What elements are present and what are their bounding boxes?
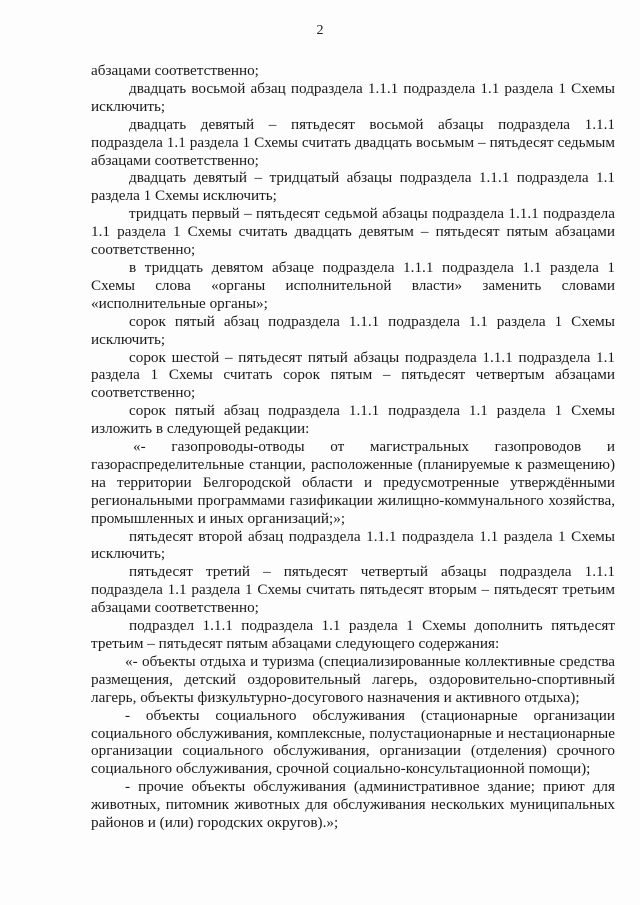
paragraph: двадцать восьмой абзац подраздела 1.1.1 подраздела 1.1 раздела 1 Схемы исключить; [91, 79, 615, 115]
paragraph: двадцать девятый – тридцатый абзацы подраздела 1.1.1 подраздела 1.1 раздела 1 Схемы исключить; [91, 169, 615, 205]
paragraph: пятьдесят третий – пятьдесят четвертый абзацы подраздела 1.1.1 подраздела 1.1 раздела 1 Схемы считать пятьдесят вторым – пятьдесят третьим абзацами соответственно; [91, 563, 615, 617]
paragraph: сорок пятый абзац подраздела 1.1.1 подраздела 1.1 раздела 1 Схемы изложить в следующей редакции: [91, 402, 615, 438]
list-item: - объекты социального обслуживания (стационарные организации социального обслуживания, комплексные, полустационарные и нестационарные организации социального обслуживания, организации (отделения) срочного социального обслуживания, срочной социально-консультационной помощи); [91, 706, 615, 778]
list-item: - прочие объекты обслуживания (административное здание; приют для животных, питомник животных для обслуживания нескольких муниципальных районов и (или) городских округов).»; [91, 778, 615, 832]
paragraph: сорок пятый абзац подраздела 1.1.1 подраздела 1.1 раздела 1 Схемы исключить; [91, 312, 615, 348]
paragraph: подраздел 1.1.1 подраздела 1.1 раздела 1 Схемы дополнить пятьдесят третьим – пятьдесят пятым абзацами следующего содержания: [91, 617, 615, 652]
paragraph: тридцать первый – пятьдесят седьмой абзацы подраздела 1.1.1 подраздела 1.1 раздела 1 Схемы считать двадцать девятым – пятьдесят пятым абзацами соответственно; [91, 205, 615, 259]
paragraph: абзацами соответственно; [91, 62, 259, 79]
quoted-paragraph: «- объекты отдыха и туризма (специализированные коллективные средства размещения, детский оздоровительный лагерь, оздоровительно-спортивный лагерь, объекты физкультурно-досугового назначения и активного отдыха); [91, 652, 615, 706]
paragraph: сорок шестой – пятьдесят пятый абзацы подраздела 1.1.1 подраздела 1.1 раздела 1 Схемы считать сорок пятым – пятьдесят четвертым абзацами соответственно; [91, 348, 615, 402]
page-number: 2 [316, 23, 324, 38]
paragraph: двадцать девятый – пятьдесят восьмой абзацы подраздела 1.1.1 подраздела 1.1 раздела 1 Схемы считать двадцать восьмым – пятьдесят седьмым абзацами соответственно; [91, 115, 615, 169]
paragraph: в тридцать девятом абзаце подраздела 1.1.1 подраздела 1.1 раздела 1 Схемы слова «органы исполнительной власти» заменить словами «исполнительные органы»; [91, 258, 615, 312]
document-body [91, 62, 615, 832]
paragraph: пятьдесят второй абзац подраздела 1.1.1 подраздела 1.1 раздела 1 Схемы исключить; [91, 527, 615, 563]
quoted-paragraph: «- газопроводы-отводы от магистральных газопроводов и газораспределительные станции, расположенные (планируемые к размещению) на территории Белгородской области и предусмотренные утверждёнными региональными программами газификации жилищно-коммунального хозяйства, промышленных и иных организаций;»; [91, 438, 615, 527]
